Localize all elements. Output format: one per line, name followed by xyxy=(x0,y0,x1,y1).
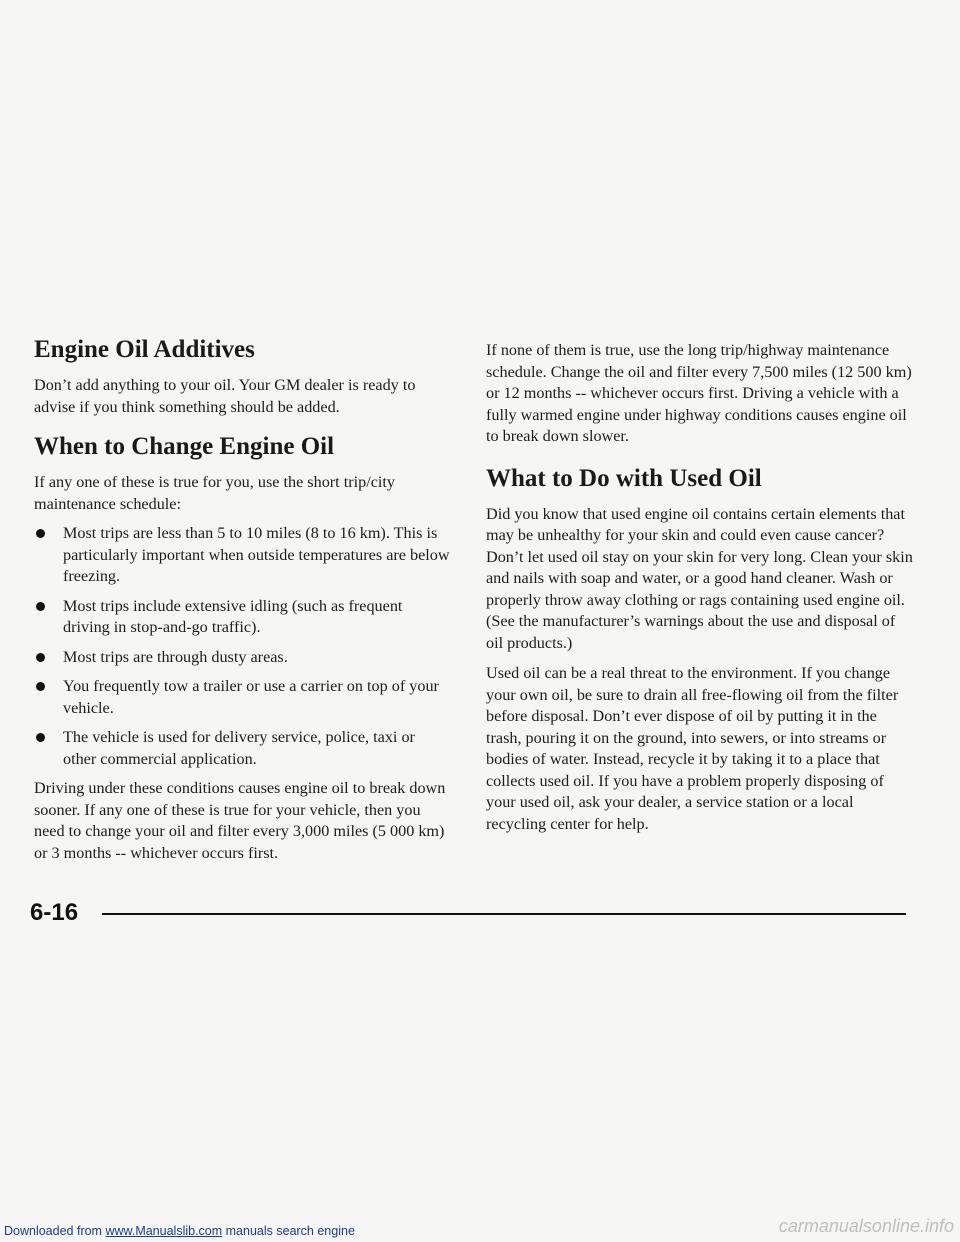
list-item-text: The vehicle is used for delivery service, police, taxi or other commercial application. xyxy=(63,728,415,768)
list-item xyxy=(34,676,452,719)
watermark-prefix: Downloaded from xyxy=(4,1224,106,1238)
paragraph-additives: Don’t add anything to your oil. Your GM dealer is ready to advise if you think something should be added. xyxy=(34,376,416,416)
list-item xyxy=(34,727,452,770)
paragraph-used-oil-environment: Used oil can be a real threat to the environment. If you change your own oil, be sure to drain all free-flowing oil from the filter before disposal. Don’t ever dispose of oil by putting it in the trash, pouring it on the ground, into sewers, or into streams or bodies of water. Instead, recycle it by taking it to a place that collects used oil. If you have a problem properly disposing of your used oil, ask your dealer, a service station or a local recycling center for help. xyxy=(486,664,899,833)
manualslib-link[interactable]: www.Manualslib.com xyxy=(105,1224,223,1238)
bullet-icon xyxy=(36,733,45,742)
heading-engine-oil-additives: Engine Oil Additives xyxy=(34,336,255,363)
list-item xyxy=(34,596,452,639)
bullet-icon xyxy=(36,653,45,662)
list-item-text: Most trips include extensive idling (such as frequent driving in stop-and-go traffic). xyxy=(63,596,403,636)
list-item xyxy=(34,523,452,588)
list-item-text: Most trips are through dusty areas. xyxy=(63,647,288,666)
page-footer xyxy=(30,899,906,927)
paragraph-short-trip-intro: If any one of these is true for you, use the short trip/city maintenance schedule: xyxy=(34,473,395,513)
paragraph-long-trip: If none of them is true, use the long trip/highway maintenance schedule. Change the oil and filter every 7,500 miles (12 500 km) or 12 months -- whichever occurs first. Driving a vehicle with a fully warmed engine under highway conditions causes engine oil to break down slower. xyxy=(486,341,912,445)
list-item xyxy=(34,647,452,669)
paragraph-short-trip-interval: Driving under these conditions causes engine oil to break down sooner. If any one of these is true for your vehicle, then you need to change your oil and filter every 3,000 miles (5 000 km) or 3 months -- whichever occurs first. xyxy=(34,779,446,862)
conditions-list xyxy=(34,523,452,770)
footer-rule xyxy=(102,913,906,915)
watermark-suffix: manuals search engine xyxy=(222,1224,355,1238)
bullet-icon xyxy=(36,602,45,611)
right-column xyxy=(486,340,916,835)
paragraph-used-oil-health: Did you know that used engine oil contains certain elements that may be unhealthy for your skin and could even cause cancer? Don’t let used oil stay on your skin for very long. Clean your skin and nails with soap and water, or a good hand cleaner. Wash or properly throw away clothing or rags containing used engine oil. (See the manufacturer’s warnings about the use and disposal of oil products.) xyxy=(486,504,913,652)
left-column xyxy=(34,335,452,864)
download-watermark xyxy=(4,1224,355,1238)
bullet-icon xyxy=(36,529,45,538)
bullet-icon xyxy=(36,682,45,691)
list-item-text: Most trips are less than 5 to 10 miles (8 to 16 km). This is particularly important when outside temperatures are below freezing. xyxy=(63,524,450,585)
site-watermark: carmanualsonline.info xyxy=(778,1216,954,1236)
page-number: 6-16 xyxy=(30,899,79,926)
heading-when-to-change: When to Change Engine Oil xyxy=(34,433,335,460)
heading-used-oil: What to Do with Used Oil xyxy=(486,464,762,492)
list-item-text: You frequently tow a trailer or use a carrier on top of your vehicle. xyxy=(63,677,439,717)
